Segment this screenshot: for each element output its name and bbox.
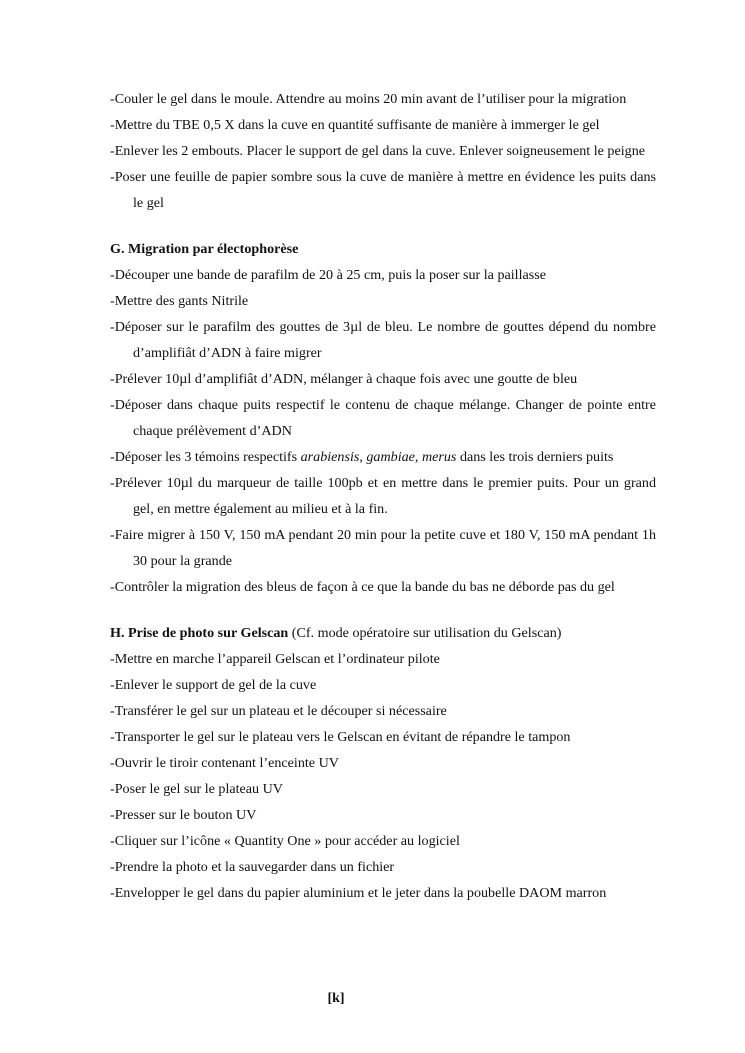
species-names: arabiensis, gambiae, merus (300, 449, 457, 465)
list-item: -Prélever 10µl du marqueur de taille 100pb et en mettre dans le premier puits. Pour un grand gel, en mettre également au milieu et à la fin. (110, 475, 656, 517)
section-gelscan-photo (110, 620, 656, 906)
list-item: -Mettre du TBE 0,5 X dans la cuve en quantité suffisante de manière à immerger le gel (110, 117, 600, 133)
list-item: -Prélever 10µl d’amplifiât d’ADN, mélanger à chaque fois avec une goutte de bleu (110, 371, 578, 387)
list-item: -Enlever les 2 embouts. Placer le support de gel dans la cuve. Enlever soigneusement le peigne (110, 143, 645, 159)
list-item: -Déposer dans chaque puits respectif le contenu de chaque mélange. Changer de pointe entre chaque prélèvement d’ADN (110, 397, 656, 439)
section-migration (110, 236, 656, 600)
list-item: -Déposer sur le parafilm des gouttes de 3µl de bleu. Le nombre de gouttes dépend du nombre d’amplifiât d’ADN à faire migrer (110, 319, 656, 361)
list-item: -Poser une feuille de papier sombre sous la cuve de manière à mettre en évidence les puits dans le gel (110, 169, 656, 211)
section-heading (110, 620, 656, 646)
list-item-text: dans les trois derniers puits (456, 449, 614, 465)
list-item: -Ouvrir le tiroir contenant l’enceinte UV (110, 755, 339, 771)
section-gel-preparation (110, 86, 656, 216)
list-item-text: -Déposer les 3 témoins respectifs (110, 449, 301, 465)
document-body (110, 86, 656, 906)
list-item: -Poser le gel sur le plateau UV (110, 781, 283, 797)
section-heading-title: G. Migration par électophorèse (110, 241, 299, 257)
list-item: -Cliquer sur l’icône « Quantity One » pour accéder au logiciel (110, 833, 460, 849)
section-heading-title: H. Prise de photo sur Gelscan (110, 625, 289, 641)
list-item: -Transférer le gel sur un plateau et le découper si nécessaire (110, 703, 447, 719)
list-item: -Mettre des gants Nitrile (110, 293, 249, 309)
section-heading (110, 236, 656, 262)
list-item (110, 444, 656, 470)
list-item: -Contrôler la migration des bleus de façon à ce que la bande du bas ne déborde pas du gel (110, 579, 615, 595)
list-item: -Découper une bande de parafilm de 20 à 25 cm, puis la poser sur la paillasse (110, 267, 546, 283)
list-item: -Enlever le support de gel de la cuve (110, 677, 317, 693)
list-item: -Presser sur le bouton UV (110, 807, 257, 823)
list-item: -Envelopper le gel dans du papier aluminium et le jeter dans la poubelle DAOM marron (110, 885, 607, 901)
list-item: -Couler le gel dans le moule. Attendre au moins 20 min avant de l’utiliser pour la migration (110, 91, 627, 107)
list-item: -Transporter le gel sur le plateau vers le Gelscan en évitant de répandre le tampon (110, 729, 571, 745)
section-heading-note: (Cf. mode opératoire sur utilisation du Gelscan) (288, 625, 562, 641)
page-number: [k] (327, 991, 345, 1006)
list-item: -Faire migrer à 150 V, 150 mA pendant 20 min pour la petite cuve et 180 V, 150 mA pendant 1h 30 pour la grande (110, 527, 656, 569)
list-item: -Prendre la photo et la sauvegarder dans un fichier (110, 859, 395, 875)
list-item: -Mettre en marche l’appareil Gelscan et l’ordinateur pilote (110, 651, 440, 667)
